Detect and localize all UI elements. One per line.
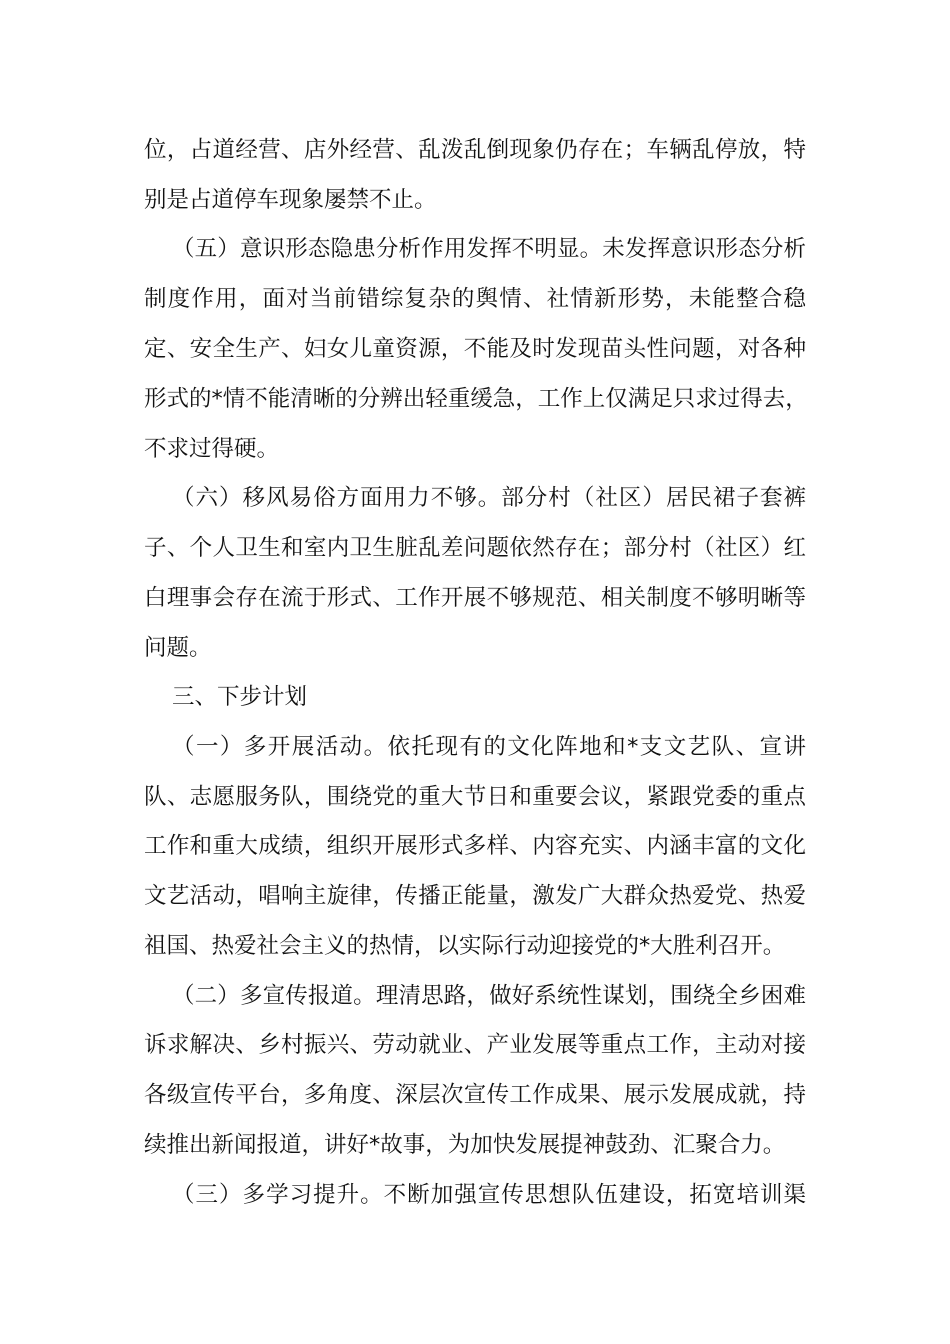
text-line-17: 祖国、热爱社会主义的热情，以实际行动迎接党的*大胜利召开。 xyxy=(144,933,786,959)
text-line-5: 定、安全生产、妇女儿童资源，不能及时发现苗头性问题，对各种 xyxy=(144,336,806,362)
text-line-1: 位，占道经营、店外经营、乱泼乱倒现象仍存在；车辆乱停放，特 xyxy=(144,137,806,163)
text-line-20: 各级宣传平台，多角度、深层次宣传工作成果、展示发展成就，持 xyxy=(144,1082,806,1108)
text-line-2: 别是占道停车现象屡禁不止。 xyxy=(144,187,437,213)
text-line-19: 诉求解决、乡村振兴、劳动就业、产业发展等重点工作，主动对接 xyxy=(144,1032,806,1058)
text-line-16: 文艺活动，唱响主旋律，传播正能量，激发广大群众热爱党、热爱 xyxy=(144,883,806,909)
text-line-14: 队、志愿服务队，围绕党的重大节日和重要会议，紧跟党委的重点 xyxy=(144,784,806,810)
text-line-6: 形式的*情不能清晰的分辨出轻重缓急，工作上仅满足只求过得去， xyxy=(144,386,808,412)
text-line-4: 制度作用，面对当前错综复杂的舆情、社情新形势，未能整合稳 xyxy=(144,286,806,312)
text-line-10: 白理事会存在流于形式、工作开展不够规范、相关制度不够明晰等 xyxy=(144,585,806,611)
text-line-9: 子、个人卫生和室内卫生脏乱差问题依然存在；部分村（社区）红 xyxy=(144,535,806,561)
subsection-heading-3: （三）多学习提升。不断加强宣传思想队伍建设，拓宽培训渠 xyxy=(172,1182,806,1208)
text-line-21: 续推出新闻报道，讲好*故事，为加快发展提神鼓劲、汇聚合力。 xyxy=(144,1132,786,1158)
section-heading-6: （六）移风易俗方面用力不够。部分村（社区）居民裙子套裤 xyxy=(172,485,806,511)
section-heading-3: 三、下步计划 xyxy=(172,684,308,710)
subsection-heading-1: （一）多开展活动。依托现有的文化阵地和*支文艺队、宣讲 xyxy=(172,734,806,760)
section-heading-5: （五）意识形态隐患分析作用发挥不明显。未发挥意识形态分析 xyxy=(172,236,806,262)
text-line-15: 工作和重大成绩，组织开展形式多样、内容充实、内涵丰富的文化 xyxy=(144,833,806,859)
text-line-11: 问题。 xyxy=(144,635,212,661)
subsection-heading-2: （二）多宣传报道。理清思路，做好系统性谋划，围绕全乡困难 xyxy=(172,983,806,1009)
text-line-7: 不求过得硬。 xyxy=(144,436,280,462)
